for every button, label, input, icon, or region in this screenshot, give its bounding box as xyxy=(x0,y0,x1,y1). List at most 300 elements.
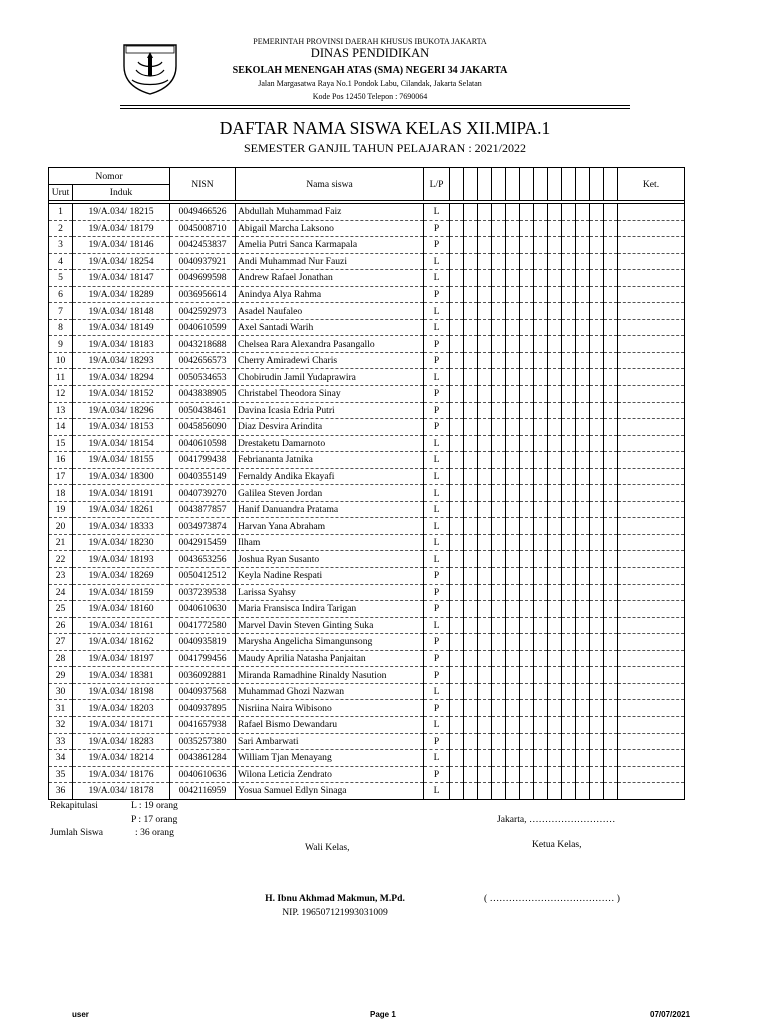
row-blank-cell xyxy=(520,551,534,568)
row-blank-cell xyxy=(548,650,562,667)
row-ket xyxy=(618,319,685,336)
row-lp: L xyxy=(424,319,450,336)
table-row xyxy=(49,485,685,502)
row-blank-cell xyxy=(576,601,590,618)
row-blank-cell xyxy=(450,336,464,353)
row-blank-cell xyxy=(576,220,590,237)
header-department: DINAS PENDIDIKAN xyxy=(310,46,430,60)
row-blank-cell xyxy=(548,700,562,717)
row-nama: Abdullah Muhammad Faiz xyxy=(236,204,424,221)
row-nama: William Tjan Menayang xyxy=(236,750,424,767)
row-blank-cell xyxy=(492,237,506,254)
row-urut: 16 xyxy=(49,452,73,469)
row-blank-cell xyxy=(506,551,520,568)
table-row xyxy=(49,369,685,386)
row-blank-cell xyxy=(604,683,618,700)
row-blank-cell xyxy=(590,617,604,634)
row-blank-cell xyxy=(604,402,618,419)
row-induk: 19/A.034/ 18197 xyxy=(73,650,170,667)
row-blank-cell xyxy=(604,468,618,485)
row-blank-cell xyxy=(450,650,464,667)
row-blank-cell xyxy=(534,204,548,221)
row-blank-cell xyxy=(520,750,534,767)
letterhead-rule-thick xyxy=(120,105,630,106)
row-blank-cell xyxy=(548,783,562,800)
row-blank-cell xyxy=(464,286,478,303)
row-lp: P xyxy=(424,766,450,783)
row-blank-cell xyxy=(548,286,562,303)
row-nisn: 0041799456 xyxy=(170,650,236,667)
row-blank-cell xyxy=(548,452,562,469)
row-blank-cell xyxy=(548,617,562,634)
row-blank-cell xyxy=(478,452,492,469)
row-lp: L xyxy=(424,253,450,270)
row-lp: L xyxy=(424,270,450,287)
row-blank-cell xyxy=(492,386,506,403)
header-government: PEMERINTAH PROVINSI DAERAH KHUSUS IBUKOTA JAKARTA xyxy=(253,37,487,46)
table-row xyxy=(49,220,685,237)
header-urut: Urut xyxy=(49,185,73,201)
row-blank-cell xyxy=(478,402,492,419)
row-blank-cell xyxy=(590,534,604,551)
row-blank-cell xyxy=(548,634,562,651)
row-blank-cell xyxy=(492,286,506,303)
row-blank-cell xyxy=(534,253,548,270)
row-blank-cell xyxy=(520,766,534,783)
row-blank-cell xyxy=(604,220,618,237)
row-lp: L xyxy=(424,551,450,568)
row-urut: 23 xyxy=(49,568,73,585)
row-blank-cell xyxy=(464,237,478,254)
row-lp: P xyxy=(424,286,450,303)
row-urut: 9 xyxy=(49,336,73,353)
row-blank-cell xyxy=(562,700,576,717)
row-urut: 21 xyxy=(49,534,73,551)
row-blank-cell xyxy=(450,551,464,568)
row-blank-cell xyxy=(576,534,590,551)
row-blank-cell xyxy=(548,485,562,502)
row-nama: Anindya Alya Rahma xyxy=(236,286,424,303)
row-blank-cell xyxy=(548,733,562,750)
row-blank-cell xyxy=(604,319,618,336)
row-blank-cell xyxy=(506,568,520,585)
row-blank-cell xyxy=(590,402,604,419)
table-row xyxy=(49,733,685,750)
row-blank-cell xyxy=(576,700,590,717)
row-ket xyxy=(618,303,685,320)
row-nisn: 0034973874 xyxy=(170,518,236,535)
row-ket xyxy=(618,402,685,419)
row-blank-cell xyxy=(604,518,618,535)
row-blank-cell xyxy=(520,733,534,750)
header-nisn: NISN xyxy=(170,168,236,201)
row-lp: L xyxy=(424,204,450,221)
row-blank-cell xyxy=(492,601,506,618)
header-address: Jalan Margasatwa Raya No.1 Pondok Labu, Cilandak, Jakarta Selatan xyxy=(258,79,482,88)
table-row xyxy=(49,253,685,270)
row-blank-cell xyxy=(590,270,604,287)
table-row xyxy=(49,650,685,667)
row-blank-cell xyxy=(576,336,590,353)
row-blank-cell xyxy=(548,352,562,369)
row-ket xyxy=(618,700,685,717)
row-blank-cell xyxy=(478,352,492,369)
row-ket xyxy=(618,783,685,800)
row-nama: Maria Fransisca Indira Tarigan xyxy=(236,601,424,618)
row-blank-cell xyxy=(464,551,478,568)
row-blank-cell xyxy=(492,634,506,651)
row-lp: L xyxy=(424,303,450,320)
row-nama: Axel Santadi Warih xyxy=(236,319,424,336)
row-induk: 19/A.034/ 18176 xyxy=(73,766,170,783)
row-blank-cell xyxy=(590,783,604,800)
row-blank-cell xyxy=(520,617,534,634)
row-blank-cell xyxy=(562,601,576,618)
table-row xyxy=(49,336,685,353)
row-blank-cell xyxy=(590,303,604,320)
row-blank-cell xyxy=(506,601,520,618)
row-blank-cell xyxy=(548,220,562,237)
row-blank-cell xyxy=(478,303,492,320)
row-lp: P xyxy=(424,667,450,684)
row-nama: Marysha Angelicha Simangunsong xyxy=(236,634,424,651)
table-row xyxy=(49,683,685,700)
row-blank-cell xyxy=(492,468,506,485)
row-blank-cell xyxy=(506,766,520,783)
row-blank-cell xyxy=(562,270,576,287)
row-urut: 13 xyxy=(49,402,73,419)
ketua-kelas-signature-blank: ( ………………………………… ) xyxy=(484,893,620,904)
row-blank-cell xyxy=(478,716,492,733)
row-blank-cell xyxy=(464,568,478,585)
row-blank-cell xyxy=(520,419,534,436)
row-blank-cell xyxy=(590,352,604,369)
row-induk: 19/A.034/ 18333 xyxy=(73,518,170,535)
row-blank-cell xyxy=(604,733,618,750)
row-blank-cell xyxy=(576,783,590,800)
row-blank-cell xyxy=(492,783,506,800)
row-urut: 14 xyxy=(49,419,73,436)
row-nisn: 0042592973 xyxy=(170,303,236,320)
table-row xyxy=(49,352,685,369)
row-blank-cell xyxy=(534,270,548,287)
row-blank-cell xyxy=(506,700,520,717)
row-induk: 19/A.034/ 18283 xyxy=(73,733,170,750)
row-blank-cell xyxy=(604,435,618,452)
row-ket xyxy=(618,352,685,369)
row-blank-cell xyxy=(520,352,534,369)
row-ket xyxy=(618,336,685,353)
row-urut: 4 xyxy=(49,253,73,270)
row-blank-cell xyxy=(506,419,520,436)
row-blank-cell xyxy=(506,270,520,287)
row-induk: 19/A.034/ 18146 xyxy=(73,237,170,254)
row-lp: L xyxy=(424,369,450,386)
row-blank-cell xyxy=(576,204,590,221)
row-nama: Fernaldy Andika Ekayafi xyxy=(236,468,424,485)
header-blank-col xyxy=(450,168,464,201)
row-nama: Davina Icasia Edria Putri xyxy=(236,402,424,419)
row-blank-cell xyxy=(506,783,520,800)
row-blank-cell xyxy=(548,369,562,386)
row-urut: 12 xyxy=(49,386,73,403)
row-blank-cell xyxy=(576,253,590,270)
row-blank-cell xyxy=(548,683,562,700)
row-blank-cell xyxy=(492,766,506,783)
row-induk: 19/A.034/ 18152 xyxy=(73,386,170,403)
row-blank-cell xyxy=(464,435,478,452)
row-blank-cell xyxy=(604,650,618,667)
row-blank-cell xyxy=(478,419,492,436)
row-blank-cell xyxy=(562,220,576,237)
row-blank-cell xyxy=(450,204,464,221)
row-lp: P xyxy=(424,402,450,419)
header-blank-col xyxy=(590,168,604,201)
row-blank-cell xyxy=(534,733,548,750)
row-blank-cell xyxy=(562,733,576,750)
row-blank-cell xyxy=(506,634,520,651)
roster-body xyxy=(49,204,685,800)
row-blank-cell xyxy=(576,766,590,783)
row-blank-cell xyxy=(450,766,464,783)
row-blank-cell xyxy=(506,584,520,601)
row-blank-cell xyxy=(450,584,464,601)
row-blank-cell xyxy=(520,369,534,386)
row-ket xyxy=(618,634,685,651)
table-row xyxy=(49,303,685,320)
row-urut: 17 xyxy=(49,468,73,485)
row-nama: Chobirudin Jamil Yudaprawira xyxy=(236,369,424,386)
row-urut: 22 xyxy=(49,551,73,568)
row-blank-cell xyxy=(534,452,548,469)
row-urut: 30 xyxy=(49,683,73,700)
row-blank-cell xyxy=(534,634,548,651)
row-ket xyxy=(618,435,685,452)
row-blank-cell xyxy=(534,783,548,800)
row-blank-cell xyxy=(492,568,506,585)
row-blank-cell xyxy=(450,716,464,733)
row-blank-cell xyxy=(590,286,604,303)
row-urut: 33 xyxy=(49,733,73,750)
row-blank-cell xyxy=(450,303,464,320)
row-blank-cell xyxy=(478,584,492,601)
row-induk: 19/A.034/ 18296 xyxy=(73,402,170,419)
row-blank-cell xyxy=(464,319,478,336)
row-blank-cell xyxy=(464,270,478,287)
row-blank-cell xyxy=(478,386,492,403)
row-blank-cell xyxy=(576,634,590,651)
recap-total-label: Jumlah Siswa xyxy=(50,827,104,838)
row-ket xyxy=(618,617,685,634)
row-nisn: 0040355149 xyxy=(170,468,236,485)
row-induk: 19/A.034/ 18254 xyxy=(73,253,170,270)
row-nisn: 0040739270 xyxy=(170,485,236,502)
row-blank-cell xyxy=(562,386,576,403)
row-ket xyxy=(618,369,685,386)
row-blank-cell xyxy=(478,700,492,717)
row-blank-cell xyxy=(562,634,576,651)
row-nama: Miranda Ramadhine Rinaldy Nasution xyxy=(236,667,424,684)
row-nama: Sari Ambarwati xyxy=(236,733,424,750)
row-blank-cell xyxy=(576,568,590,585)
table-row xyxy=(49,319,685,336)
row-ket xyxy=(618,650,685,667)
row-blank-cell xyxy=(520,204,534,221)
row-blank-cell xyxy=(576,485,590,502)
row-blank-cell xyxy=(534,386,548,403)
row-nisn: 0041657938 xyxy=(170,716,236,733)
row-nama: Diaz Desvira Arindita xyxy=(236,419,424,436)
row-nisn: 0037239538 xyxy=(170,584,236,601)
row-induk: 19/A.034/ 18171 xyxy=(73,716,170,733)
row-blank-cell xyxy=(464,369,478,386)
row-blank-cell xyxy=(506,204,520,221)
header-blank-col xyxy=(506,168,520,201)
row-blank-cell xyxy=(478,783,492,800)
row-blank-cell xyxy=(576,237,590,254)
document-title: DAFTAR NAMA SISWA KELAS XII.MIPA.1 xyxy=(219,118,551,138)
row-induk: 19/A.034/ 18162 xyxy=(73,634,170,651)
row-blank-cell xyxy=(478,237,492,254)
row-blank-cell xyxy=(520,237,534,254)
row-blank-cell xyxy=(492,270,506,287)
row-nama: Yosua Samuel Edlyn Sinaga xyxy=(236,783,424,800)
row-lp: L xyxy=(424,435,450,452)
row-blank-cell xyxy=(604,584,618,601)
row-blank-cell xyxy=(464,667,478,684)
row-induk: 19/A.034/ 18148 xyxy=(73,303,170,320)
row-urut: 7 xyxy=(49,303,73,320)
row-blank-cell xyxy=(506,501,520,518)
row-induk: 19/A.034/ 18269 xyxy=(73,568,170,585)
row-urut: 6 xyxy=(49,286,73,303)
row-blank-cell xyxy=(534,485,548,502)
ketua-kelas-label: Ketua Kelas, xyxy=(532,839,582,850)
row-lp: L xyxy=(424,683,450,700)
row-nama: Rafael Bismo Dewandaru xyxy=(236,716,424,733)
row-blank-cell xyxy=(590,501,604,518)
row-nisn: 0049699598 xyxy=(170,270,236,287)
table-row xyxy=(49,551,685,568)
row-ket xyxy=(618,601,685,618)
row-blank-cell xyxy=(534,716,548,733)
row-blank-cell xyxy=(534,568,548,585)
row-blank-cell xyxy=(590,750,604,767)
row-blank-cell xyxy=(590,650,604,667)
row-blank-cell xyxy=(562,336,576,353)
row-blank-cell xyxy=(478,733,492,750)
table-row xyxy=(49,584,685,601)
row-blank-cell xyxy=(506,733,520,750)
row-induk: 19/A.034/ 18214 xyxy=(73,750,170,767)
row-blank-cell xyxy=(534,766,548,783)
row-lp: L xyxy=(424,783,450,800)
row-urut: 35 xyxy=(49,766,73,783)
table-row xyxy=(49,435,685,452)
row-ket xyxy=(618,468,685,485)
row-blank-cell xyxy=(492,750,506,767)
header-ket: Ket. xyxy=(618,168,685,201)
row-blank-cell xyxy=(492,716,506,733)
row-blank-cell xyxy=(450,402,464,419)
row-lp: P xyxy=(424,352,450,369)
row-blank-cell xyxy=(478,518,492,535)
row-blank-cell xyxy=(450,468,464,485)
row-blank-cell xyxy=(590,518,604,535)
row-lp: L xyxy=(424,518,450,535)
row-blank-cell xyxy=(562,617,576,634)
row-blank-cell xyxy=(590,551,604,568)
row-nisn: 0050412512 xyxy=(170,568,236,585)
row-induk: 19/A.034/ 18261 xyxy=(73,501,170,518)
row-blank-cell xyxy=(604,601,618,618)
row-nama: Ilham xyxy=(236,534,424,551)
document-subtitle: SEMESTER GANJIL TAHUN PELAJARAN : 2021/2022 xyxy=(243,141,527,155)
row-blank-cell xyxy=(576,683,590,700)
row-nama: Asadel Naufaleo xyxy=(236,303,424,320)
row-urut: 27 xyxy=(49,634,73,651)
row-blank-cell xyxy=(520,716,534,733)
row-lp: P xyxy=(424,700,450,717)
row-blank-cell xyxy=(492,551,506,568)
row-blank-cell xyxy=(506,402,520,419)
row-blank-cell xyxy=(464,402,478,419)
row-blank-cell xyxy=(534,518,548,535)
row-blank-cell xyxy=(492,650,506,667)
row-urut: 19 xyxy=(49,501,73,518)
row-blank-cell xyxy=(450,683,464,700)
row-blank-cell xyxy=(478,204,492,221)
row-blank-cell xyxy=(562,650,576,667)
row-blank-cell xyxy=(604,286,618,303)
row-blank-cell xyxy=(534,468,548,485)
row-blank-cell xyxy=(548,270,562,287)
row-blank-cell xyxy=(548,336,562,353)
row-urut: 29 xyxy=(49,667,73,684)
row-blank-cell xyxy=(450,452,464,469)
row-blank-cell xyxy=(450,319,464,336)
row-blank-cell xyxy=(464,485,478,502)
row-blank-cell xyxy=(492,419,506,436)
row-nisn: 0036092881 xyxy=(170,667,236,684)
row-blank-cell xyxy=(478,253,492,270)
row-ket xyxy=(618,551,685,568)
header-lp: L/P xyxy=(424,168,450,201)
row-blank-cell xyxy=(478,501,492,518)
row-lp: L xyxy=(424,716,450,733)
row-blank-cell xyxy=(464,650,478,667)
row-blank-cell xyxy=(492,617,506,634)
row-blank-cell xyxy=(590,667,604,684)
row-blank-cell xyxy=(604,419,618,436)
row-nisn: 0043877857 xyxy=(170,501,236,518)
row-ket xyxy=(618,683,685,700)
row-induk: 19/A.034/ 18160 xyxy=(73,601,170,618)
row-blank-cell xyxy=(492,220,506,237)
row-blank-cell xyxy=(450,783,464,800)
row-induk: 19/A.034/ 18230 xyxy=(73,534,170,551)
row-blank-cell xyxy=(464,783,478,800)
row-blank-cell xyxy=(562,369,576,386)
row-blank-cell xyxy=(590,220,604,237)
wali-kelas-name: H. Ibnu Akhmad Makmun, M.Pd. xyxy=(265,893,405,904)
header-blank-col xyxy=(492,168,506,201)
row-blank-cell xyxy=(604,501,618,518)
row-nama: Abigail Marcha Laksono xyxy=(236,220,424,237)
row-blank-cell xyxy=(492,402,506,419)
row-nama: Joshua Ryan Susanto xyxy=(236,551,424,568)
table-row xyxy=(49,716,685,733)
